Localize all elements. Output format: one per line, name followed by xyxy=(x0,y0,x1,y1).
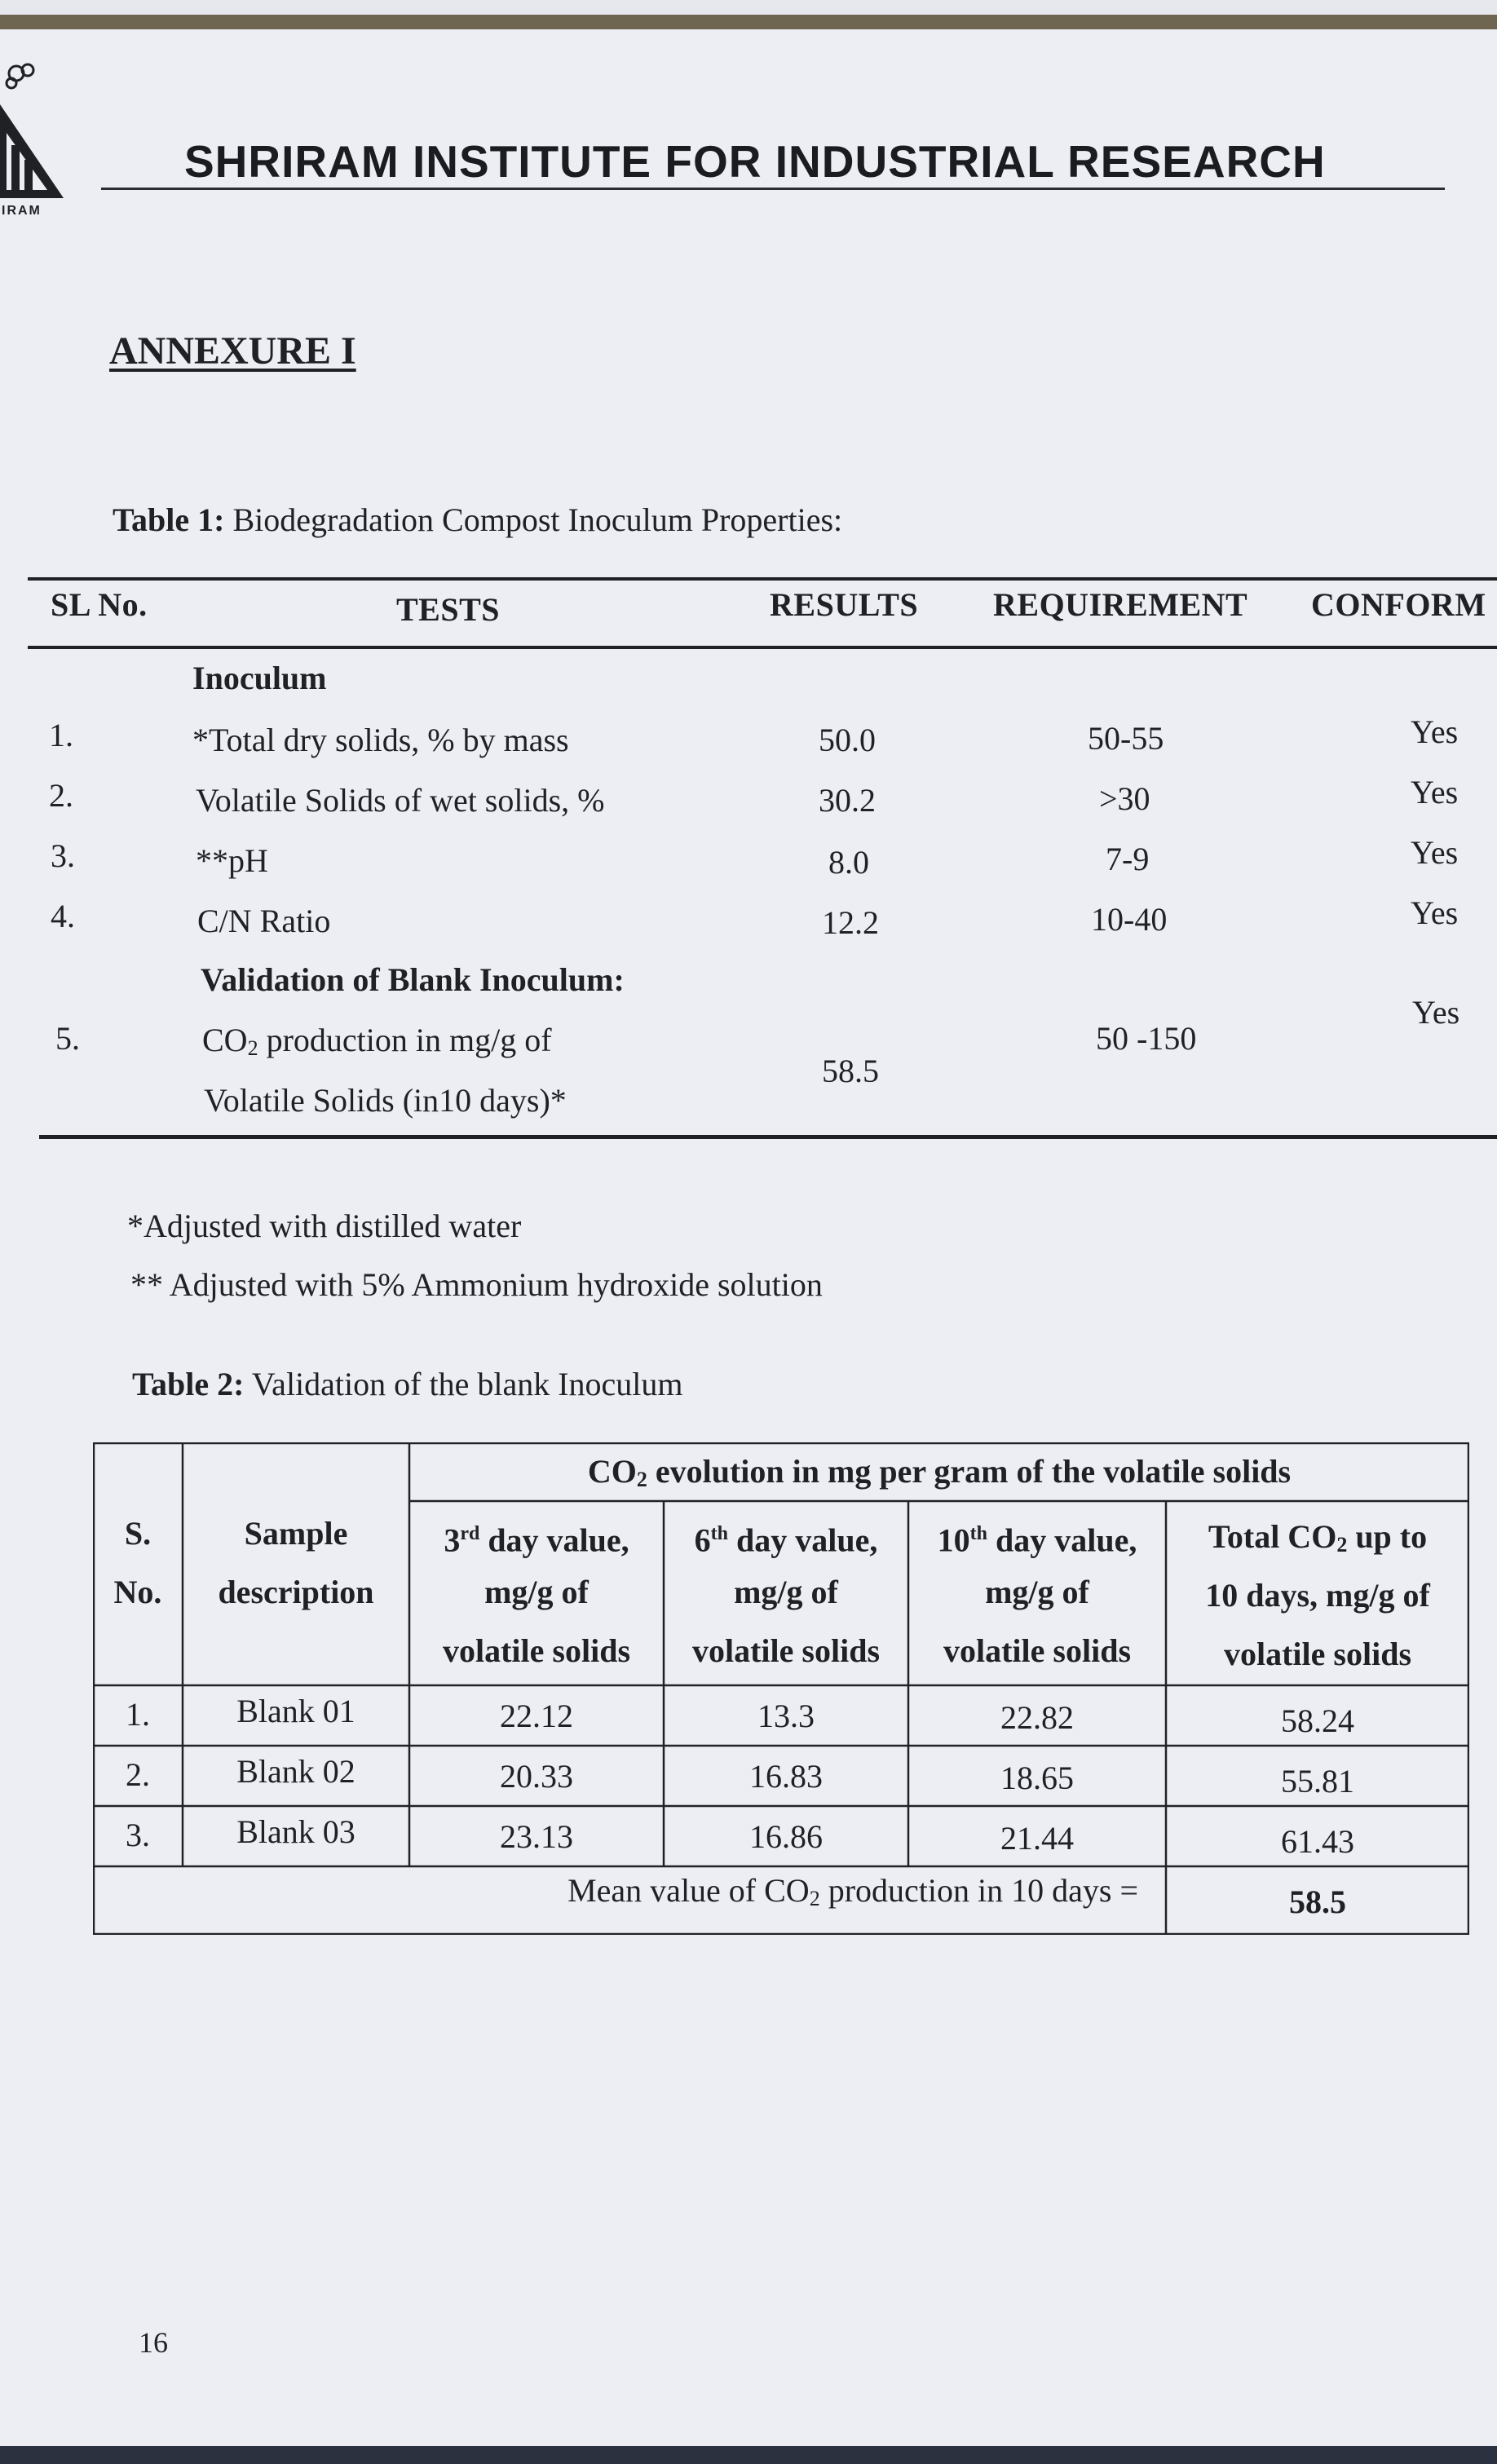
table2-caption xyxy=(132,1365,683,1403)
table1-caption-label: Table 1: xyxy=(113,501,225,538)
table2-group-header-sub: 2 xyxy=(636,1468,647,1492)
table1-section-validation: Validation of Blank Inoculum: xyxy=(201,961,625,998)
table2-header-sno-line1: S. xyxy=(124,1515,152,1552)
header-rule xyxy=(101,188,1445,190)
table1-row3-sl: 3. xyxy=(51,837,75,874)
table2-header-day3-sup: rd xyxy=(460,1523,480,1544)
table1-row5-test-pre: CO xyxy=(202,1022,248,1058)
table1-header-conform: CONFORM xyxy=(1311,586,1486,623)
top-edge xyxy=(0,15,1497,29)
note-2: ** Adjusted with 5% Ammonium hydroxide solution xyxy=(130,1266,823,1303)
table1-row1-sl: 1. xyxy=(49,717,73,753)
table2-header-total-sub: 2 xyxy=(1336,1533,1348,1557)
table1-row2-requirement: >30 xyxy=(1099,780,1150,817)
table2-row3-day3: 23.13 xyxy=(500,1818,573,1855)
table1-row5-test-post: production in mg/g of xyxy=(258,1022,552,1058)
table1-row4-conform: Yes xyxy=(1411,894,1459,931)
table2-mean-label xyxy=(93,1861,1161,1928)
table1-row1-requirement: 50-55 xyxy=(1088,720,1164,757)
table1-row2-sl: 2. xyxy=(49,777,73,814)
table1-row5-sl: 5. xyxy=(55,1020,80,1057)
table2-caption-label: Table 2: xyxy=(132,1366,245,1402)
table2-header-day3-line2: mg/g of xyxy=(484,1574,589,1610)
table2-header-day3-line3: volatile solids xyxy=(442,1632,631,1669)
table1-row4-test: C/N Ratio xyxy=(197,903,331,939)
table2-row3-sample: Blank 03 xyxy=(236,1813,355,1850)
table2-header-day3-num: 3 xyxy=(444,1521,461,1559)
table2-mean-value: 58.5 xyxy=(1289,1883,1346,1920)
table1-row4-result: 12.2 xyxy=(822,904,879,941)
table1-row5-conform: Yes xyxy=(1412,994,1460,1031)
table2-header-total-line3: volatile solids xyxy=(1223,1636,1412,1672)
table2-mean-sub: 2 xyxy=(809,1887,820,1911)
table2-header-day6-line2: mg/g of xyxy=(734,1574,838,1610)
table2-row2-day10: 18.65 xyxy=(1000,1760,1074,1796)
table1-row3-result: 8.0 xyxy=(828,844,869,881)
bottom-edge xyxy=(0,2446,1497,2464)
table2-header-day3-line1 xyxy=(409,1504,664,1570)
table2-row2-day6: 16.83 xyxy=(749,1758,823,1795)
table1-row1-result: 50.0 xyxy=(819,722,876,758)
note-1: *Adjusted with distilled water xyxy=(127,1208,522,1244)
table2-caption-text: Validation of the blank Inoculum xyxy=(244,1366,683,1402)
table1-row2-conform: Yes xyxy=(1411,774,1459,810)
page-number: 16 xyxy=(139,2326,168,2359)
table2-header-day6-sup: th xyxy=(710,1523,728,1544)
logo-text: IRAM xyxy=(2,204,42,218)
table2-row1-sample: Blank 01 xyxy=(236,1693,355,1729)
table1-bottom-rule xyxy=(39,1135,1497,1139)
table1-row1-test: *Total dry solids, % by mass xyxy=(192,722,569,758)
table1-top-rule xyxy=(28,577,1497,581)
table2-row1-day3: 22.12 xyxy=(500,1698,573,1734)
table2-header-day10-rest: day value, xyxy=(987,1521,1137,1559)
table2-header-total-pre: Total CO xyxy=(1208,1518,1337,1555)
table2-header-total-post: up to xyxy=(1347,1518,1428,1555)
table1-header-tests: TESTS xyxy=(396,591,501,628)
table1-row2-result: 30.2 xyxy=(819,782,876,819)
table2-group-header-pre: CO xyxy=(587,1453,637,1490)
annexure-title: ANNEXURE I xyxy=(109,329,356,373)
table2-header-day6-line3: volatile solids xyxy=(691,1632,881,1669)
table1-row1-conform: Yes xyxy=(1411,713,1459,750)
table1-row4-requirement: 10-40 xyxy=(1091,901,1168,938)
table2-row3-sno: 3. xyxy=(126,1817,150,1853)
table2-row2-sno: 2. xyxy=(126,1756,150,1793)
table1-caption xyxy=(113,501,842,539)
table1-section-inoculum: Inoculum xyxy=(192,660,327,696)
table2-header-day10-line2: mg/g of xyxy=(985,1574,1089,1610)
table1-row4-sl: 4. xyxy=(51,898,75,934)
table2-row2-total: 55.81 xyxy=(1281,1763,1354,1799)
table2 xyxy=(93,1442,1469,1935)
table2-header-total-line1 xyxy=(1166,1508,1469,1574)
table2-header-day6-num: 6 xyxy=(694,1521,711,1559)
table2-header-day6-rest: day value, xyxy=(727,1521,878,1559)
table1-row5-test-line1 xyxy=(202,1021,552,1061)
table2-row2-sample: Blank 02 xyxy=(236,1753,355,1790)
table1-row2-test: Volatile Solids of wet solids, % xyxy=(196,782,605,819)
table2-header-sample-line2: description xyxy=(218,1574,374,1610)
table2-mean-pre: Mean value of CO xyxy=(567,1872,810,1909)
document-page xyxy=(0,15,1497,2464)
table2-header-day10-line3: volatile solids xyxy=(943,1632,1132,1669)
table2-group-header xyxy=(411,1442,1468,1509)
table2-row1-day6: 13.3 xyxy=(757,1698,815,1734)
table2-row1-total: 58.24 xyxy=(1281,1702,1354,1739)
table2-row2-day3: 20.33 xyxy=(500,1758,573,1795)
table1-row3-requirement: 7-9 xyxy=(1106,841,1150,877)
table2-row3-day10: 21.44 xyxy=(1000,1820,1074,1857)
table2-header-day10-num: 10 xyxy=(937,1521,970,1559)
table2-row1-sno: 1. xyxy=(126,1696,150,1733)
institute-logo xyxy=(0,55,73,227)
table1-header-requirement: REQUIREMENT xyxy=(993,586,1248,623)
table2-row1-day10: 22.82 xyxy=(1000,1699,1074,1736)
table1-row3-conform: Yes xyxy=(1411,834,1459,871)
table2-header-day10-line1 xyxy=(908,1504,1166,1570)
table2-mean-post: production in 10 days = xyxy=(819,1872,1138,1909)
table2-group-header-post: evolution in mg per gram of the volatile solids xyxy=(647,1453,1292,1490)
table1-row5-requirement: 50 -150 xyxy=(1096,1020,1197,1057)
table1-header-rule xyxy=(28,646,1497,649)
table2-header-day3-rest: day value, xyxy=(479,1521,629,1559)
table2-row3-day6: 16.86 xyxy=(749,1818,823,1855)
institute-name: SHRIRAM INSTITUTE FOR INDUSTRIAL RESEARCH xyxy=(184,136,1326,187)
table1-row5-result: 58.5 xyxy=(822,1053,879,1089)
table2-header-sample-line1: Sample xyxy=(244,1515,348,1552)
table2-header-total-line2: 10 days, mg/g of xyxy=(1205,1577,1430,1614)
table1-caption-text: Biodegradation Compost Inoculum Properties: xyxy=(224,501,843,538)
table1-header-sl: SL No. xyxy=(51,586,148,623)
table2-header-sno-line2: No. xyxy=(113,1574,162,1610)
table1-row5-test-line2: Volatile Solids (in10 days)* xyxy=(204,1082,567,1119)
table2-row3-total: 61.43 xyxy=(1281,1823,1354,1860)
table2-header-day6-line1 xyxy=(664,1504,908,1570)
table1-row3-test: **pH xyxy=(196,842,268,879)
table2-header-day10-sup: th xyxy=(969,1523,987,1544)
table1-header-results: RESULTS xyxy=(770,586,919,623)
table1-row5-test-sub: 2 xyxy=(247,1036,258,1061)
